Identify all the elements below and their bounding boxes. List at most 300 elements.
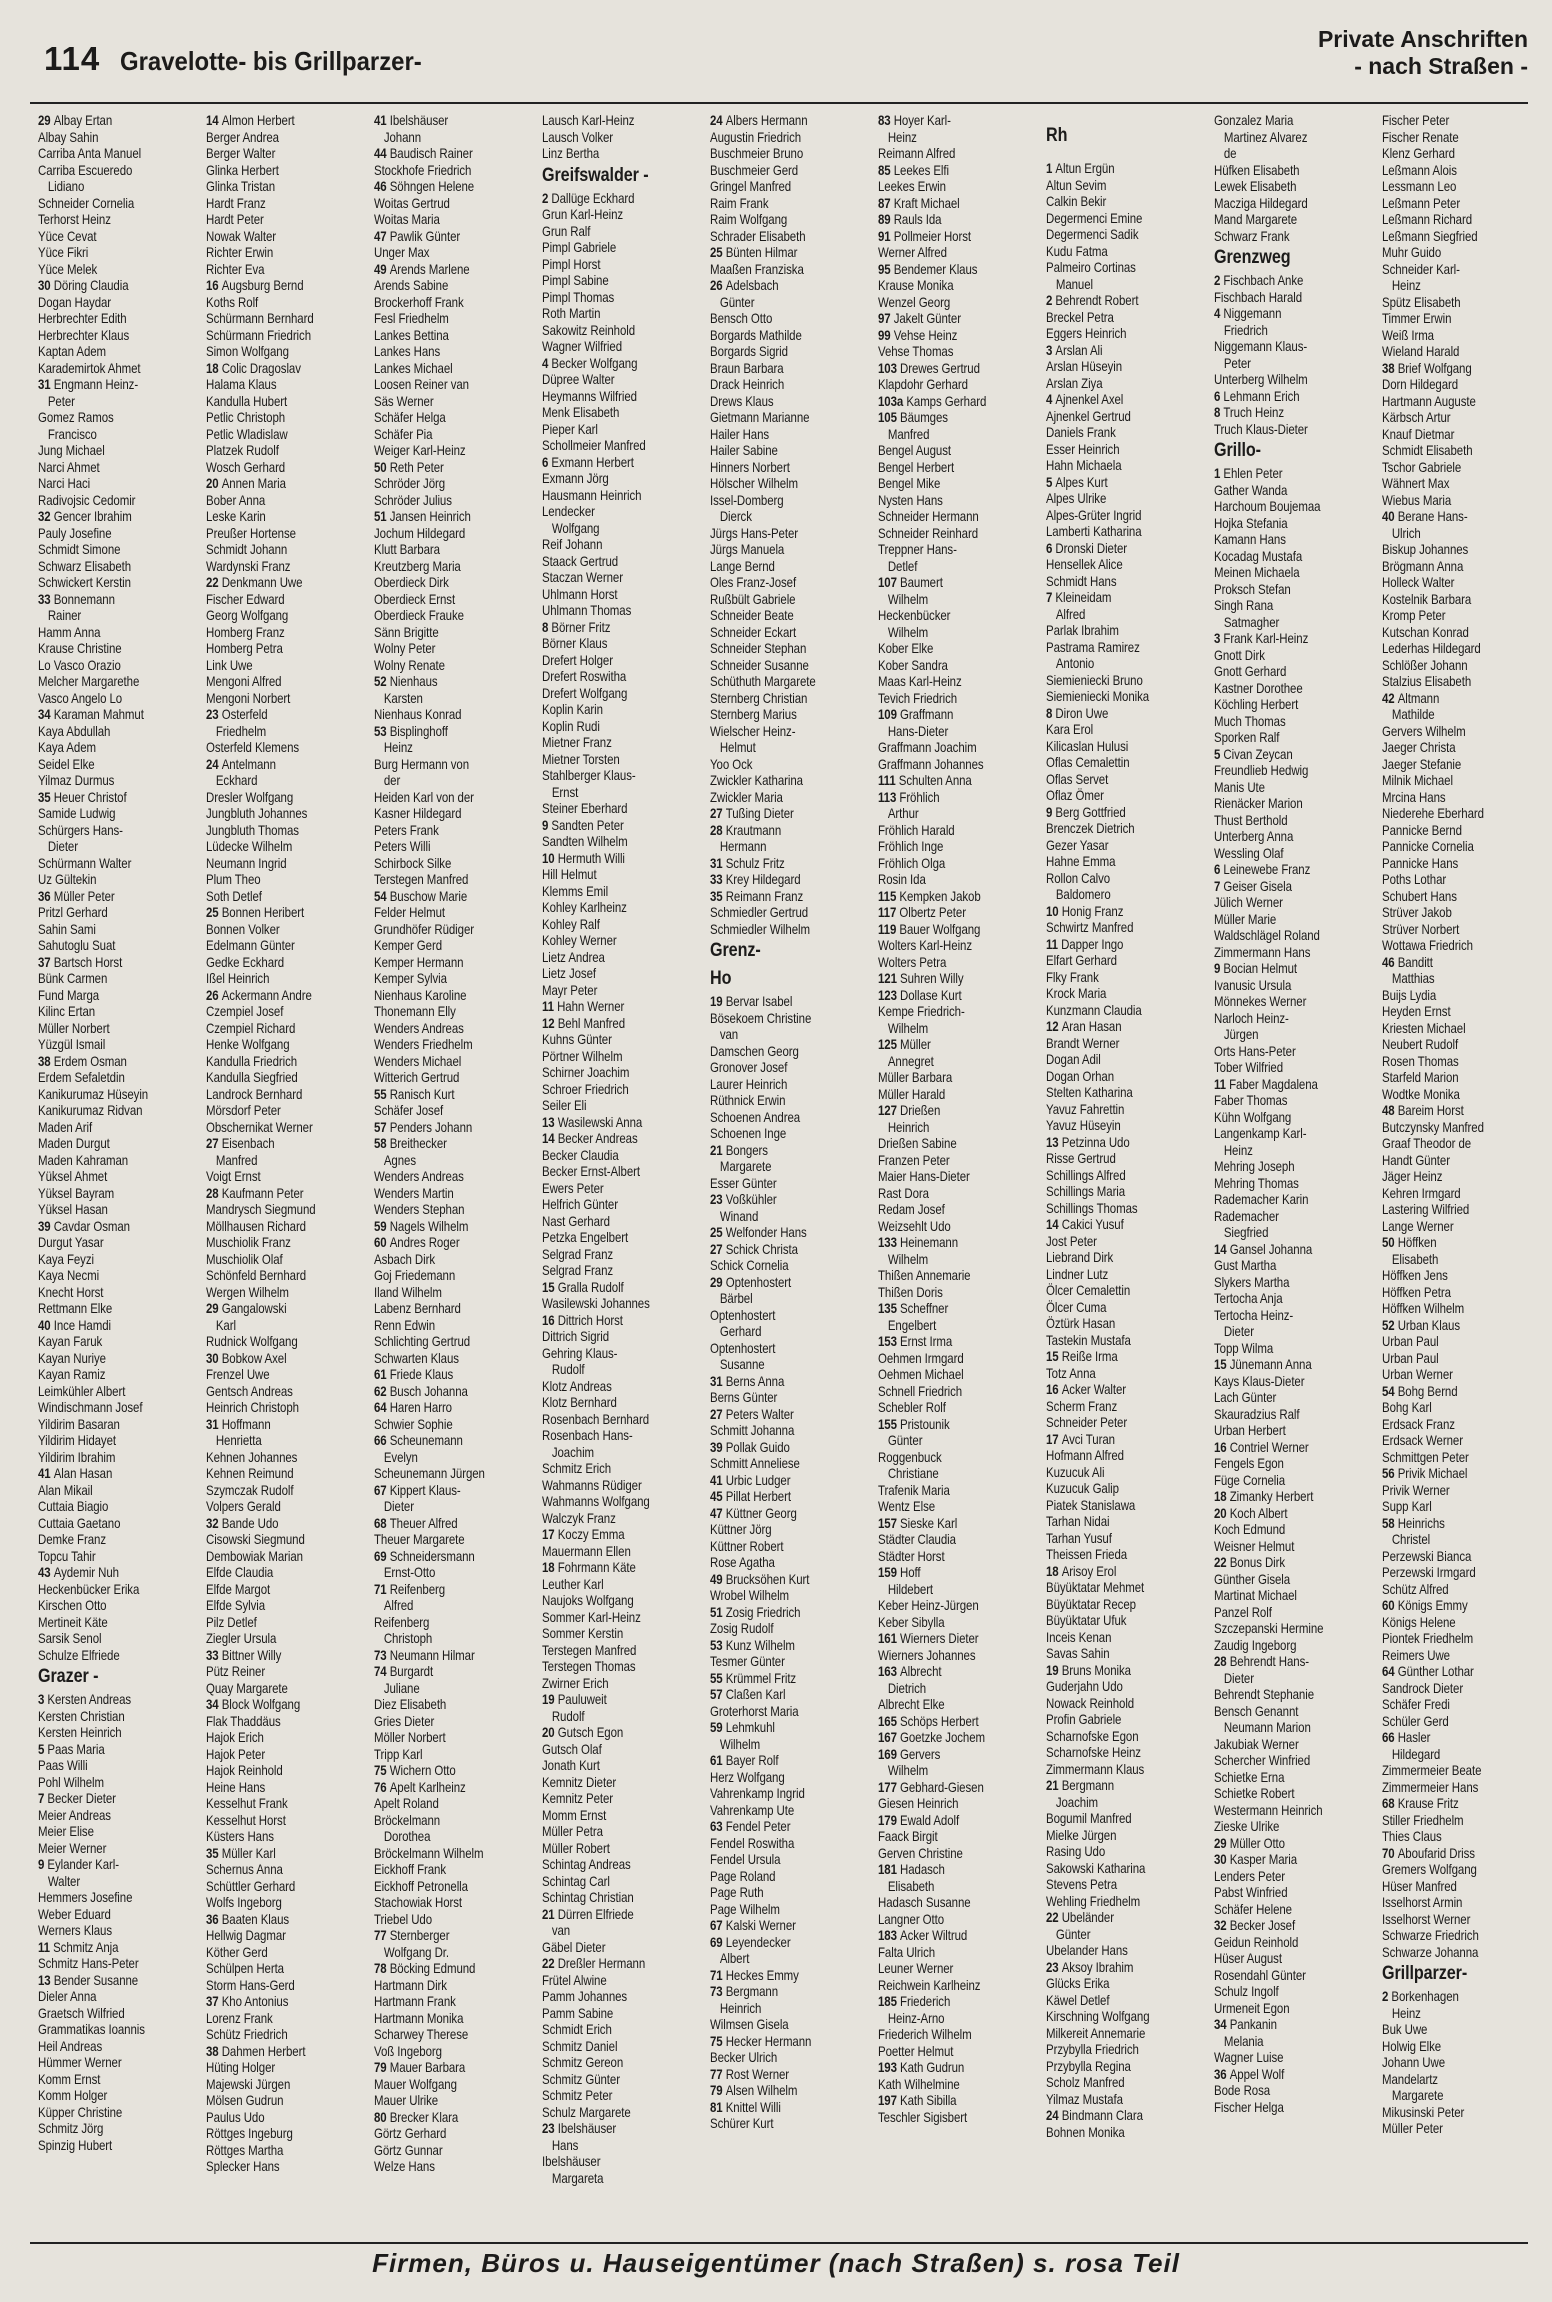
resident-entry: Palmeiro Cortinas [1046,259,1136,275]
resident-entry: Zieske Ulrike [1214,1818,1280,1834]
resident-entry: Lo Vasco Orazio [38,656,121,673]
resident-entry: Leekes Erwin [878,178,946,194]
house-number: 30 [206,1349,222,1366]
house-number: 9 [38,1856,48,1872]
resident-entry: 66 Scheunemann [374,1432,463,1448]
resident-entry: 19 Pauluweit [542,1691,607,1707]
resident-entry: Westermann Heinrich [1214,1801,1323,1818]
resident-entry: Goj Friedemann [374,1267,456,1283]
resident-entry: Breckel Petra [1046,308,1114,325]
house-number: 25 [206,904,222,920]
resident-entry: Kärbsch Artur [1382,409,1451,425]
resident-entry: Brögmann Anna [1382,557,1464,574]
resident-entry: 36 Baaten Klaus [206,1910,290,1927]
resident-entry: Kayan Nuriye [38,1349,106,1366]
resident-entry: Lorenz Frank [206,2009,273,2026]
resident-entry: Mrcina Hans [1382,788,1446,805]
resident-entry: 27 Schick Christa [710,1240,798,1257]
resident-entry: 7 Geiser Gisela [1214,877,1292,894]
house-number: 1 [1214,465,1224,481]
resident-entry: 8 Diron Uwe [1046,704,1109,721]
resident-entry: Tertocha Anja [1214,1290,1283,1306]
entry-continuation: Neumann Marion [1223,1719,1311,1735]
resident-entry: Peters Willi [374,838,431,854]
resident-entry: 53 Bisplinghoff [374,722,448,739]
resident-entry: 15 Jünemann Anna [1214,1356,1312,1372]
resident-entry: 9 Berg Gottfried [1046,803,1126,820]
entry-continuation: Wilhelm [887,1762,929,1778]
resident-entry: Geidun Reinhold [1214,1933,1299,1950]
resident-entry: Yilmaz Durmus [38,772,115,788]
resident-entry: Bengel Herbert [878,458,955,475]
house-number: 8 [1214,404,1224,420]
house-number: 59 [710,1719,726,1735]
resident-entry: Lach Günter [1214,1389,1277,1405]
house-number: 4 [1046,391,1056,407]
resident-entry: Schillings Alfred [1046,1166,1126,1183]
house-number: 5 [38,1740,48,1757]
house-number: 31 [710,1372,726,1389]
resident-entry: Kandulla Siegfried [206,1069,298,1085]
resident-entry: Käwel Detlef [1046,1991,1110,2008]
resident-entry: Fischer Peter [1382,112,1450,128]
directory-column [1214,112,1378,2232]
resident-entry: Waldschlägel Roland [1214,927,1320,943]
entry-continuation: Manfred [887,425,930,442]
resident-entry: Wenders Friedhelm [374,1036,473,1052]
resident-entry: Bengel Mike [878,475,941,491]
house-number: 52 [1382,1316,1398,1333]
resident-entry: Gezer Yasar [1046,836,1109,853]
resident-entry: 155 Pristounik [878,1415,950,1432]
resident-entry: Przybylla Friedrich [1046,2041,1139,2057]
house-number: 35 [38,788,54,805]
resident-entry: Hüser August [1214,1950,1282,1966]
resident-entry: Muschiolik Franz [206,1234,291,1250]
resident-entry: Yüksel Bayram [38,1184,115,1201]
resident-entry: Richter Eva [206,260,265,277]
entry-continuation: Wilhelm [887,1019,929,1036]
resident-entry: 197 Kath Sibilla [878,2092,957,2108]
resident-entry: Rosendahl Günter [1214,1966,1306,1983]
resident-entry: Mayr Peter [542,981,598,998]
resident-entry: 22 Ubeländer [1046,1909,1114,1925]
resident-entry: Petzka Engelbert [542,1229,629,1245]
resident-entry: Nysten Hans [878,491,943,508]
resident-entry: 4 Niggemann [1214,305,1282,321]
street-heading: Grenz- [710,940,761,961]
resident-entry: Neumann Ingrid [206,854,287,871]
resident-entry: Lederhas Hildegard [1382,640,1481,656]
resident-entry: Tertocha Heinz- [1214,1306,1294,1323]
house-number: 77 [374,1927,390,1943]
house-number: 36 [38,887,54,904]
resident-entry: Kaya Necmi [38,1267,100,1283]
resident-entry: Quay Margarete [206,1679,288,1696]
resident-entry: Schwarze Johanna [1382,1943,1479,1960]
resident-entry: Fischer Helga [1214,2098,1284,2115]
entry-continuation: Friedrich [1223,321,1268,338]
resident-entry: 36 Appel Wolf [1214,2065,1285,2082]
resident-entry: Gerven Christine [878,1844,963,1861]
house-number: 155 [878,1415,901,1432]
resident-entry: Heyden Ernst [1382,1003,1451,1019]
resident-entry: Hahn Michaela [1046,457,1122,473]
resident-entry: 2 Borkenhagen [1382,1988,1459,2004]
resident-entry: Felder Helmut [374,904,446,920]
resident-entry: 121 Suhren Willy [878,970,964,986]
resident-entry: Wahmanns Rüdiger [542,1476,642,1493]
resident-entry: 89 Rauls Ida [878,211,942,227]
resident-entry: 161 Wierners Dieter [878,1630,979,1646]
resident-entry: Leske Karin [206,508,266,524]
resident-entry: Yüce Melek [38,260,98,277]
house-number: 26 [710,277,726,293]
house-number: 16 [542,1311,558,1328]
entry-continuation: Margareta [551,2169,604,2186]
page-number: 114 [44,40,101,77]
resident-entry: Wolters Karl-Heinz [878,937,973,953]
resident-entry: 52 Urban Klaus [1382,1316,1461,1333]
resident-entry: Urban Paul [1382,1333,1439,1349]
resident-entry: Eickhoff Petronella [374,1877,468,1894]
resident-entry: 49 Arends Marlene [374,260,470,277]
resident-entry: Wierners Johannes [878,1646,976,1663]
resident-entry: Wagner Luise [1214,2049,1284,2065]
resident-entry: Mand Margarete [1214,211,1298,227]
entry-continuation: Joachim [1055,1793,1099,1810]
house-number: 157 [878,1514,901,1531]
resident-entry: Johann Uwe [1382,2054,1445,2070]
entry-continuation: Siegfried [1223,1224,1269,1240]
resident-entry: Glücks Erika [1046,1975,1110,1991]
resident-entry: Schäfer Helga [374,409,446,425]
resident-entry: Fesl Friedhelm [374,310,449,326]
house-number: 73 [710,1983,726,1999]
house-number: 95 [878,260,894,277]
resident-entry: 23 Osterfeld [206,706,268,722]
house-number: 35 [206,1844,222,1861]
resident-entry: Schwier Sophie [374,1415,453,1432]
resident-entry: Schwarz Elisabeth [38,557,132,574]
resident-entry: Keber Sibylla [878,1613,945,1630]
resident-entry: 60 Königs Emmy [1382,1597,1468,1613]
resident-entry: Albrecht Elke [878,1696,945,1712]
house-number: 2 [1382,1988,1392,2004]
resident-entry: Yüksel Hasan [38,1201,108,1217]
entry-continuation: Hans [551,2136,579,2153]
house-number: 38 [38,1052,54,1069]
resident-entry: Oles Franz-Josef [710,574,797,590]
resident-entry: 85 Leekes Elfi [878,161,949,178]
resident-entry: 57 Penders Johann [374,1118,473,1135]
resident-entry: Degermenci Sadik [1046,226,1139,242]
house-number: 103a [878,392,907,409]
resident-entry: Schürmann Bernhard [206,310,314,326]
resident-entry: Privik Werner [1382,1481,1450,1498]
resident-entry: Ubelander Hans [1046,1942,1128,1958]
resident-entry: Truch Klaus-Dieter [1214,420,1308,437]
resident-entry: Apelt Roland [374,1795,439,1811]
resident-entry: Woitas Maria [374,211,440,227]
resident-entry: Stachowiak Horst [374,1894,463,1910]
resident-entry: Terhorst Heinz [38,211,111,227]
resident-entry: Wasilewski Johannes [542,1295,650,1311]
resident-entry: 57 Claßen Karl [710,1686,786,1702]
resident-entry: Bode Rosa [1214,2082,1271,2098]
resident-entry: 24 Albers Hermann [710,112,808,128]
entry-continuation: Margarete [719,1158,772,1174]
resident-entry: Flak Thaddäus [206,1712,281,1729]
resident-entry: Karademirtok Ahmet [38,359,141,376]
house-number: 1 [1046,160,1056,176]
resident-entry: Gronover Josef [710,1059,788,1075]
resident-entry: Gedke Eckhard [206,953,285,970]
resident-entry: 5 Alpes Kurt [1046,473,1108,490]
resident-entry: Sakowski Katharina [1046,1859,1146,1876]
resident-entry: Rademacher [1214,1207,1279,1224]
resident-entry: Faack Birgit [878,1828,938,1844]
resident-entry: Niggemann Klaus- [1214,338,1308,354]
resident-entry: 44 Baudisch Rainer [374,145,473,161]
resident-entry: Langenkamp Karl- [1214,1125,1307,1141]
resident-entry: 35 Reimann Franz [710,887,804,904]
resident-entry: 23 Voßkühler [710,1191,777,1207]
house-number: 91 [878,227,894,244]
house-number: 76 [374,1778,390,1795]
resident-entry: Altun Sevim [1046,176,1107,193]
resident-entry: Yildirim Hidayet [38,1432,117,1448]
resident-entry: Stelten Katharina [1046,1084,1133,1100]
resident-entry: Faber Thomas [1214,1092,1288,1108]
resident-entry: Leßmann Alois [1382,161,1457,178]
entry-continuation: Heinz [1391,2004,1421,2021]
resident-entry: 14 Becker Andreas [542,1130,638,1146]
resident-entry: 21 Dürren Elfriede [542,1905,634,1922]
resident-entry: Schmidt Simone [38,541,121,557]
resident-entry: 14 Cakici Yusuf [1046,1216,1124,1232]
house-number: 23 [1046,1958,1062,1975]
resident-entry: Kaya Adem [38,739,96,755]
house-number: 18 [1214,1488,1230,1504]
resident-entry: 68 Theuer Alfred [374,1514,458,1531]
resident-entry: Möller Norbert [374,1729,446,1745]
house-number: 50 [374,458,390,475]
resident-entry: 30 Döring Claudia [38,277,129,293]
resident-entry: 165 Schöps Herbert [878,1712,979,1729]
resident-entry: 103 Drewes Gertrud [878,359,980,376]
house-number: 64 [374,1399,390,1415]
resident-entry: Pieper Karl [542,420,598,437]
resident-entry: Platzek Rudolf [206,442,279,458]
house-number: 8 [542,618,552,635]
resident-entry: Hümmer Werner [38,2054,122,2070]
resident-entry: Krock Maria [1046,985,1107,1001]
resident-entry: Nast Gerhard [542,1212,610,1229]
resident-entry: 15 Reiße Irma [1046,1348,1118,1364]
resident-entry: Oflas Servet [1046,770,1109,787]
resident-entry: Schebler Rolf [878,1399,946,1415]
resident-entry: Zwickler Katharina [710,772,803,788]
resident-entry: Narci Ahmet [38,458,100,475]
resident-entry: 47 Pawlik Günter [374,227,461,244]
resident-entry: Orts Hans-Peter [1214,1042,1296,1059]
resident-entry: Butczynsky Manfred [1382,1118,1484,1135]
resident-entry: Gentsch Andreas [206,1382,293,1399]
resident-entry: 59 Lehmkuhl [710,1719,775,1735]
resident-entry: 13 Bender Susanne [38,1971,139,1988]
resident-entry: Jonath Kurt [542,1757,600,1773]
house-number: 163 [878,1663,901,1679]
resident-entry: Rienäcker Marion [1214,795,1303,811]
house-number: 36 [206,1910,222,1927]
house-number: 51 [374,508,390,524]
house-number: 50 [1382,1234,1398,1250]
resident-entry: Bonnen Volker [206,920,280,937]
resident-entry: Muhr Guido [1382,244,1442,260]
resident-entry: Totz Anna [1046,1364,1096,1381]
house-number: 32 [1214,1917,1230,1933]
resident-entry: Buschmeier Bruno [710,145,804,161]
resident-entry: Schönfeld Bernhard [206,1267,307,1283]
resident-entry: Schüttler Gerhard [206,1877,296,1894]
resident-entry: Schintag Andreas [542,1856,631,1872]
entry-continuation: Rudolf [551,1707,585,1724]
resident-entry: 117 Olbertz Peter [878,904,966,920]
resident-entry: Kandulla Friedrich [206,1052,298,1069]
resident-entry: Reichwein Karlheinz [878,1976,981,1993]
entry-continuation: Manfred [215,1151,258,1168]
resident-entry: Mengoni Norbert [206,689,291,706]
resident-entry: Kocadag Mustafa [1214,547,1303,564]
resident-entry: 11 Hahn Werner [542,998,625,1014]
resident-entry: 179 Ewald Adolf [878,1811,960,1828]
house-number: 20 [206,475,222,491]
resident-entry: Lenders Peter [1214,1867,1286,1884]
resident-entry: Klapdohr Gerhard [878,376,968,392]
resident-entry: Optenhostert [710,1339,776,1356]
resident-entry: Wolny Peter [374,640,436,656]
entry-continuation: Heinz [887,128,917,145]
entry-continuation: Detlef [887,557,918,574]
resident-entry: 39 Cavdar Osman [38,1217,130,1234]
resident-entry: Hemmers Josefine [38,1889,133,1905]
resident-entry: Werners Klaus [38,1922,113,1938]
resident-entry: Gietmann Marianne [710,409,810,425]
resident-entry: Woitas Gertrud [374,194,450,211]
house-number: 69 [710,1933,726,1950]
resident-entry: Harchoum Boujemaa [1214,498,1321,514]
resident-entry: Osterfeld Klemens [206,739,300,755]
resident-entry: Köchling Herbert [1214,696,1299,712]
house-number: 27 [206,1135,222,1151]
resident-entry: Schmittgen Peter [1382,1448,1469,1465]
resident-entry: Zwirner Erich [542,1674,609,1691]
resident-entry: 46 Söhngen Helene [374,178,475,194]
resident-entry: Vehse Thomas [878,343,954,359]
resident-entry: Hadasch Susanne [878,1894,971,1910]
house-number: 77 [710,2065,726,2082]
house-number: 37 [206,1993,222,2009]
entry-continuation: Juliane [383,1679,420,1696]
entry-continuation: Christoph [383,1630,433,1646]
house-number: 27 [710,1405,726,1422]
resident-entry: Iland Wilhelm [374,1283,442,1300]
resident-entry: 193 Kath Gudrun [878,2059,965,2075]
house-number: 37 [38,953,54,970]
resident-entry: Ißel Heinrich [206,970,270,986]
resident-entry: Bohg Karl [1382,1399,1432,1415]
page-title: Gravelotte- bis Grillparzer- [120,46,422,76]
resident-entry: Schülpen Herta [206,1960,284,1976]
house-number: 4 [1214,305,1224,321]
resident-entry: 11 Dapper Ingo [1046,935,1124,952]
resident-entry: Gremers Wolfgang [1382,1861,1477,1877]
resident-entry: Wenzel Georg [878,293,951,310]
resident-entry: Fengels Egon [1214,1455,1284,1471]
resident-entry: Slykers Martha [1214,1273,1290,1290]
house-number: 119 [878,920,900,937]
resident-entry: Pastrama Ramirez [1046,638,1140,655]
resident-entry: Müller Barbara [878,1069,953,1085]
entry-continuation: der [383,772,401,788]
resident-entry: Gust Martha [1214,1257,1277,1273]
house-number: 14 [206,112,222,128]
resident-entry: Lange Bernd [710,557,775,574]
resident-entry: Borgards Mathilde [710,326,802,343]
resident-entry: Mölsen Gudrun [206,2092,284,2108]
entry-continuation: Günter [1055,1925,1091,1942]
resident-entry: Klotz Bernhard [542,1394,617,1410]
resident-entry: 76 Apelt Karlheinz [374,1778,466,1795]
house-number: 11 [1046,935,1062,952]
resident-entry: 16 Dittrich Horst [542,1311,623,1328]
resident-entry: Küttner Jörg [710,1521,772,1537]
resident-entry: Hellwig Dagmar [206,1927,286,1943]
resident-entry: Schietke Robert [1214,1785,1295,1801]
resident-entry: 37 Kho Antonius [206,1993,289,2009]
house-number: 40 [38,1316,54,1333]
resident-entry: Schernus Anna [206,1861,283,1877]
spacer [1046,150,1180,160]
entry-continuation: Hildegard [1391,1745,1441,1762]
resident-entry: Topp Wilma [1214,1339,1274,1356]
resident-entry: Fröhlich Harald [878,821,955,838]
resident-entry: Weiger Karl-Heinz [374,442,466,458]
house-number: 58 [374,1135,390,1151]
house-number: 55 [710,1669,726,1686]
resident-entry: Maden Kahraman [38,1151,129,1168]
resident-entry: 8 Truch Heinz [1214,404,1284,420]
resident-entry: Pütz Reiner [206,1663,266,1679]
house-number: 54 [374,887,390,904]
entry-continuation: van [551,1922,571,1938]
resident-entry: 167 Goetzke Jochem [878,1729,986,1745]
resident-entry: Schneider Karl- [1382,260,1460,277]
house-number: 19 [710,993,726,1009]
resident-entry: Yildirim Basaran [38,1415,120,1432]
resident-entry: 77 Sternberger [374,1927,450,1943]
resident-entry: Unger Max [374,244,430,260]
resident-entry: Siemieniecki Monika [1046,688,1150,704]
resident-entry: Theuer Margarete [374,1531,465,1547]
entry-continuation: Agnes [383,1151,416,1168]
entry-continuation: Mathilde [1391,706,1435,722]
resident-entry: Kohley Werner [542,932,617,948]
resident-entry: Pannicke Bernd [1382,821,1462,838]
house-number: 6 [1214,387,1224,404]
resident-entry: 32 Bande Udo [206,1514,279,1531]
